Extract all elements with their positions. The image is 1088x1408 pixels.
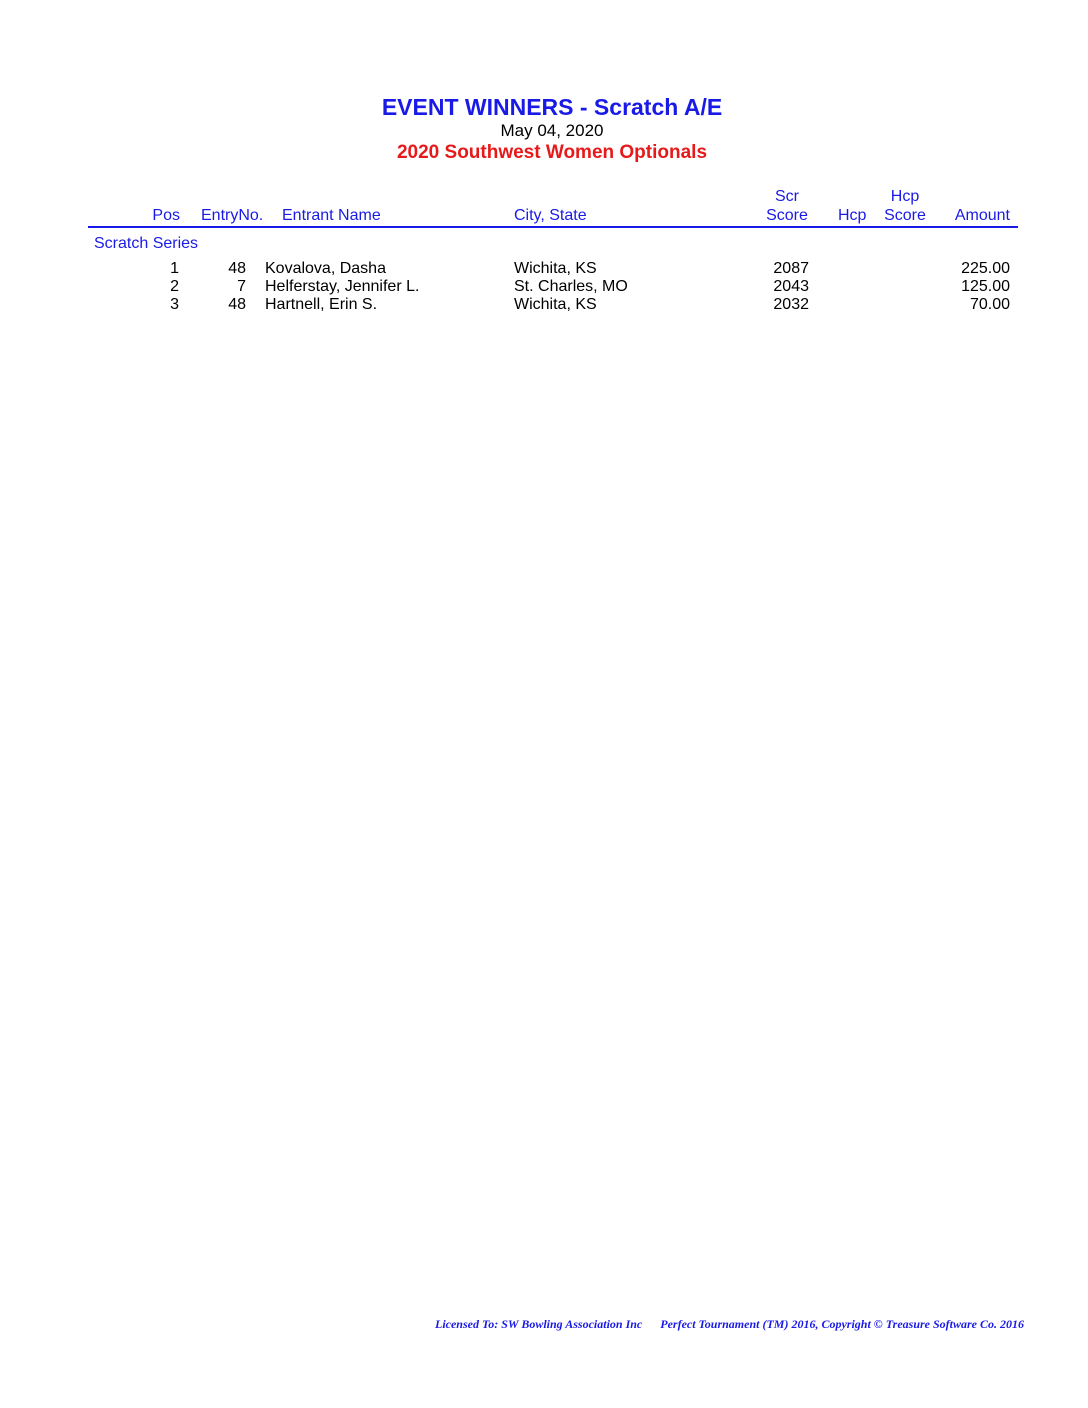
- col-amount: Amount: [954, 207, 1010, 224]
- table-row: [0, 278, 1088, 296]
- footer-license: Licensed To: SW Bowling Association Inc: [434, 1317, 643, 1331]
- col-scr-line2: Score: [766, 207, 808, 224]
- tournament-name: 2020 Southwest Women Optionals: [396, 142, 708, 163]
- report-date: May 04, 2020: [500, 121, 604, 140]
- col-hcp: Hcp: [838, 207, 867, 224]
- row-entry-no: 48: [228, 296, 246, 313]
- row-entry-no: 7: [237, 278, 246, 295]
- col-city-state: City, State: [514, 207, 587, 224]
- col-hcp-score-line1: Hcp: [890, 188, 920, 205]
- row-city: St. Charles, MO: [514, 278, 628, 295]
- row-name: Kovalova, Dasha: [265, 260, 386, 277]
- row-pos: 2: [170, 278, 179, 295]
- section-label: Scratch Series: [94, 235, 199, 252]
- row-entry-no: 48: [228, 260, 246, 277]
- row-scr-score: 2032: [773, 296, 809, 313]
- row-pos: 3: [170, 296, 179, 313]
- table-row: [0, 296, 1088, 314]
- row-pos: 1: [170, 260, 179, 277]
- row-amount: 225.00: [961, 260, 1010, 277]
- row-name: Helferstay, Jennifer L.: [265, 278, 420, 295]
- header-rule: [88, 226, 1018, 228]
- col-scr-line1: Scr: [775, 188, 799, 205]
- table-row: [0, 260, 1088, 278]
- row-scr-score: 2087: [773, 260, 809, 277]
- row-city: Wichita, KS: [514, 260, 597, 277]
- row-scr-score: 2043: [773, 278, 809, 295]
- col-entry-no: EntryNo.: [201, 207, 264, 224]
- row-amount: 70.00: [969, 296, 1010, 313]
- row-name: Hartnell, Erin S.: [265, 296, 378, 313]
- footer: [435, 1317, 1024, 1332]
- col-entrant-name: Entrant Name: [282, 207, 381, 224]
- report-title: EVENT WINNERS - Scratch A/E: [381, 94, 723, 120]
- row-city: Wichita, KS: [514, 296, 597, 313]
- col-hcp-score-line2: Score: [884, 207, 926, 224]
- col-pos: Pos: [152, 207, 180, 224]
- row-amount: 125.00: [961, 278, 1010, 295]
- footer-copyright: Perfect Tournament (TM) 2016, Copyright © Treasure Software Co. 2016: [660, 1317, 1024, 1331]
